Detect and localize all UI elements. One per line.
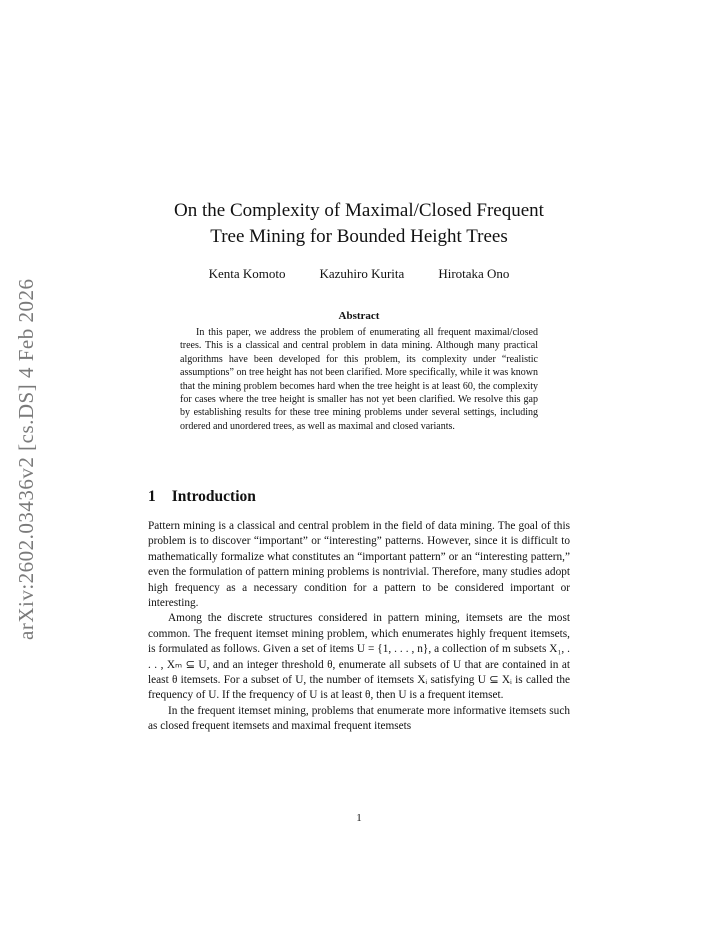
section-number: 1: [148, 488, 156, 505]
author-3: Hirotaka Ono: [438, 266, 510, 281]
paragraph-2: Among the discrete structures considered in pattern mining, itemsets are the most common. The frequent itemset mining problem, which enumerates highly frequent itemsets, is formulated as follows. Given a set of items U = {1, . . . , n}, a collection of m subsets X₁, . . . , Xₘ ⊆ U, and an integer threshold θ, enumerate all subsets of U that are contained in at least θ itemsets. For a subset of U, the number of itemsets Xᵢ satisfying U ⊆ Xᵢ is called the frequency of U. If the frequency of U is at least θ, then U is a frequent itemset.: [148, 612, 570, 702]
arxiv-identifier-stamp: arXiv:2602.03436v2 [cs.DS] 4 Feb 2026: [14, 278, 38, 640]
title-line-1: On the Complexity of Maximal/Closed Frequent: [174, 200, 544, 221]
author-1: Kenta Komoto: [208, 266, 286, 281]
page-number: 1: [356, 812, 362, 824]
author-2: Kazuhiro Kurita: [319, 266, 405, 281]
paragraph-1: Pattern mining is a classical and central problem in the field of data mining. The goal of this problem is to discover “important” or “interesting” patterns. However, since it is difficult to mathematically formalize what constitutes an “important pattern” or an “interesting pattern,” even the formulation of pattern mining problems is nontrivial. Therefore, many studies adopt high frequency as a necessary condition for a pattern to be considered important or interesting.: [148, 520, 570, 610]
section-body: [148, 519, 570, 735]
paper-title: [148, 198, 570, 250]
abstract-heading: Abstract: [338, 310, 380, 322]
section-heading: [148, 488, 256, 506]
abstract-body: In this paper, we address the problem of enumerating all frequent maximal/closed trees. This is a classical and central problem in data mining. Although many practical algorithms have been developed for this problem, its complexity under “realistic assumptions” on tree height has not been clarified. More specifically, while it was known that the mining problem becomes hard when the tree height is at least 60, the complexity for cases where the tree height is smaller has not yet been clarified. We resolve this gap by establishing results for these tree mining problems under several settings, including ordered and unordered trees, as well as maximal and closed variants.: [180, 327, 538, 432]
paragraph-3: In the frequent itemset mining, problems that enumerate more informative itemsets such as closed frequent itemsets and maximal frequent itemsets: [148, 704, 570, 733]
author-list: [148, 266, 570, 282]
title-line-2: Tree Mining for Bounded Height Trees: [210, 226, 508, 247]
section-title: Introduction: [171, 488, 256, 505]
